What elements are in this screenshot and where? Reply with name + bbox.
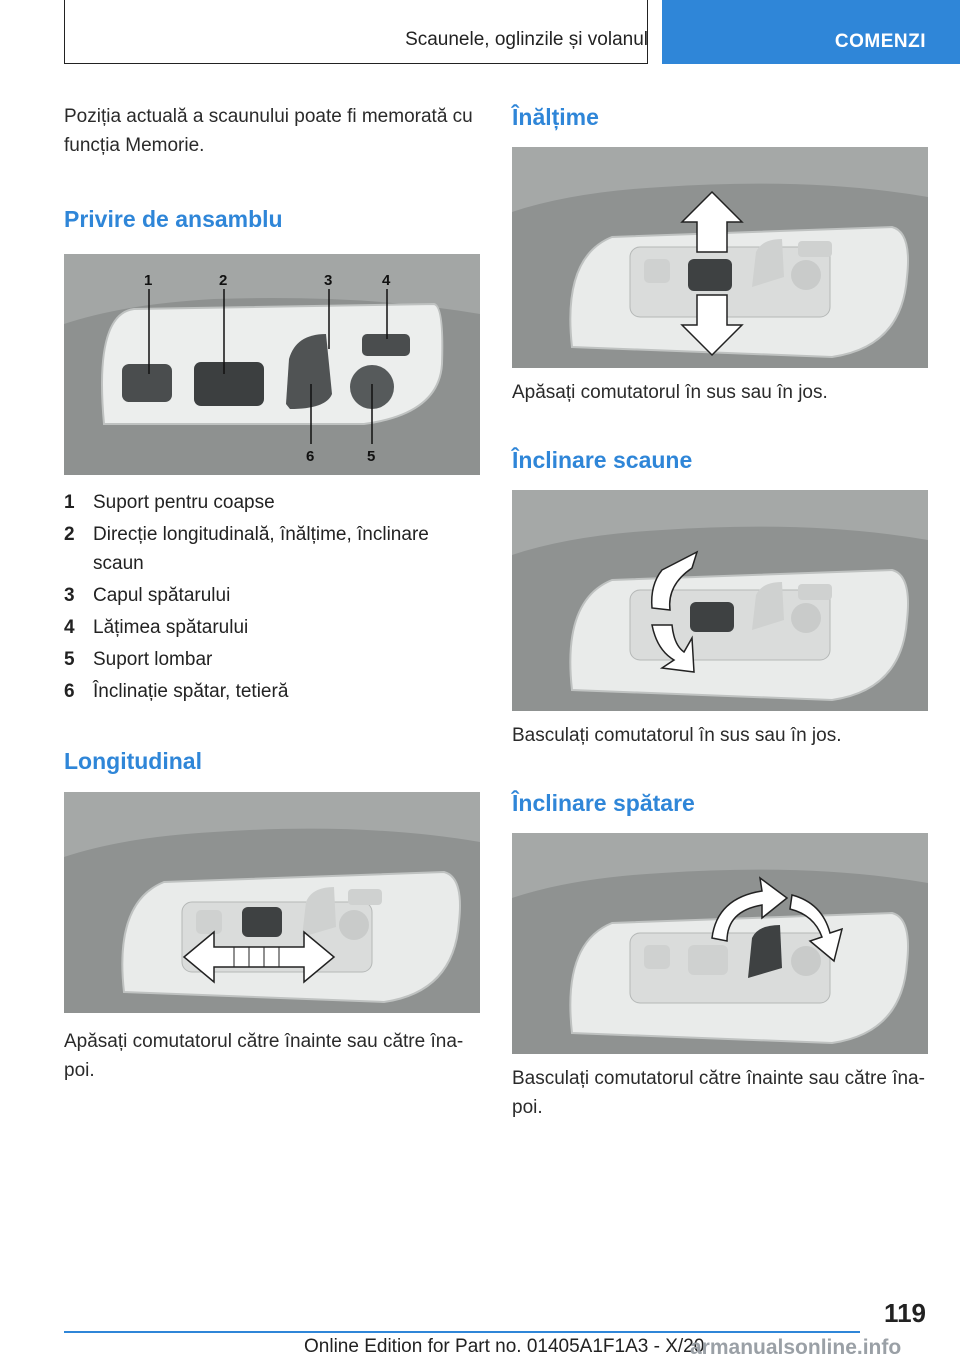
chapter-tab[interactable] <box>662 0 960 64</box>
longitudinal-heading: Longitudinal <box>64 748 202 774</box>
legend-num: 4 <box>64 617 75 638</box>
legend-num: 5 <box>64 649 75 670</box>
callout-6: 6 <box>306 448 315 465</box>
height-heading: Înălțime <box>512 104 599 130</box>
legend-item <box>64 520 480 578</box>
height-figure <box>512 147 928 368</box>
legend-text: Suport lombar <box>93 649 213 670</box>
footer-divider <box>64 1331 860 1333</box>
legend-num: 6 <box>64 681 75 702</box>
backrest-heading: Înclinare spătare <box>512 790 695 816</box>
callout-3: 3 <box>324 272 333 289</box>
left-column <box>64 102 480 1085</box>
callout-1: 1 <box>144 272 153 289</box>
legend-num: 3 <box>64 585 75 606</box>
tilt-heading: Înclinare scaune <box>512 447 693 473</box>
tilt-figure <box>512 490 928 711</box>
chapter-tab-label: COMENZI <box>834 31 926 52</box>
overview-figure <box>64 254 480 475</box>
callout-2: 2 <box>219 272 228 289</box>
intro-text: Poziția actuală a scaunului poate fi memorată cu funcția Memorie. <box>64 106 473 156</box>
overview-heading: Privire de ansamblu <box>64 206 283 232</box>
legend-text: Direcție longitudinală, înălțime, înclinare scaun <box>93 524 429 574</box>
right-column <box>512 102 928 1122</box>
legend-item <box>64 581 480 610</box>
legend-text: Înclinație spătar, tetieră <box>93 681 289 702</box>
watermark: armanualsonline.info <box>690 1336 902 1359</box>
tilt-text: Basculați comutatorul în sus sau în jos. <box>512 725 842 746</box>
legend-text: Lățimea spătarului <box>93 617 249 638</box>
legend-item <box>64 613 480 642</box>
legend-item <box>64 488 480 517</box>
backrest-figure <box>512 833 928 1054</box>
backrest-text: Basculați comutatorul către înainte sau către înapoi. <box>512 1068 925 1118</box>
height-text: Apăsați comutatorul în sus sau în jos. <box>512 382 828 403</box>
legend-num: 1 <box>64 492 75 513</box>
longitudinal-figure <box>64 792 480 1013</box>
legend-item <box>64 677 480 706</box>
legend-text: Suport pentru coapse <box>93 492 275 513</box>
callout-5: 5 <box>367 448 376 465</box>
edition-text: Online Edition for Part no. 01405A1F1A3 - X/20 <box>304 1336 705 1357</box>
longitudinal-text: Apăsați comutatorul către înainte sau către înapoi. <box>64 1031 464 1081</box>
callout-4: 4 <box>382 272 391 289</box>
section-title: Scaunele, oglinzile și volanul <box>405 29 648 50</box>
legend-text: Capul spătarului <box>93 585 231 606</box>
legend-list <box>64 488 480 706</box>
legend-num: 2 <box>64 524 75 545</box>
page-number: 119 <box>884 1298 926 1328</box>
legend-item <box>64 645 480 674</box>
